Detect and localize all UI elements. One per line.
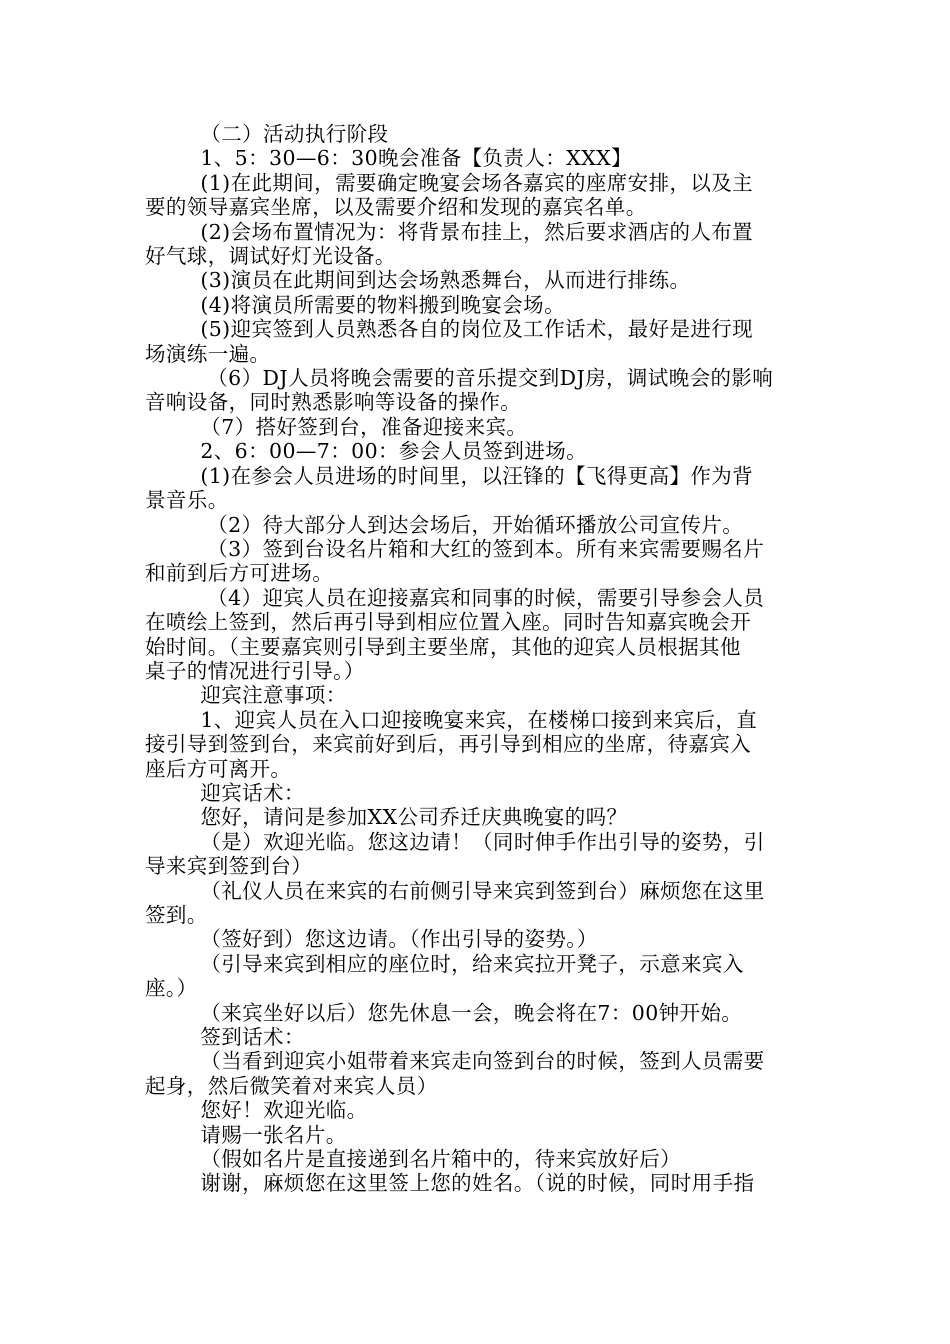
text-line: 音响设备，同时熟悉影响等设备的操作。 bbox=[145, 390, 522, 415]
document-body bbox=[145, 122, 810, 1196]
text-line: 始时间。（主要嘉宾则引导到主要坐席，其他的迎宾人员根据其他 bbox=[145, 634, 741, 659]
text-line: 桌子的情况进行引导。） bbox=[145, 658, 365, 683]
text-line: (1)在参会人员进场的时间里，以汪锋的【飞得更高】作为背 bbox=[145, 463, 754, 488]
text-line: (5)迎宾签到人员熟悉各自的岗位及工作话术，最好是进行现 bbox=[145, 317, 754, 342]
text-line: (2)会场布置情况为：将背景布挂上，然后要求酒店的人布置 bbox=[145, 219, 754, 244]
text-line: 座。） bbox=[145, 976, 198, 1001]
text-line: （当看到迎宾小姐带着来宾走向签到台的时候，签到人员需要 bbox=[145, 1049, 765, 1074]
text-line: (4)将演员所需要的物料搬到晚宴会场。 bbox=[145, 292, 565, 317]
text-line: （6）DJ人员将晚会需要的音乐提交到DJ房，调试晚会的影响 bbox=[145, 366, 774, 391]
text-line: （来宾坐好以后）您先休息一会，晚会将在7：00钟开始。 bbox=[145, 1000, 743, 1025]
text-line: （7）搭好签到台，准备迎接来宾。 bbox=[145, 414, 528, 439]
text-line: 要的领导嘉宾坐席，以及需要介绍和发现的嘉宾名单。 bbox=[145, 195, 647, 220]
text-line: 好气球，调试好灯光设备。 bbox=[145, 244, 396, 269]
text-line: 场演练一遍。 bbox=[145, 341, 271, 366]
text-line: 1、5：30—6：30晚会准备【负责人：XXX】 bbox=[145, 146, 633, 171]
text-line: 在喷绘上签到，然后再引导到相应位置入座。同时告知嘉宾晚会开 bbox=[145, 610, 752, 635]
text-line: （是）欢迎光临。您这边请！（同时伸手作出引导的姿势，引 bbox=[145, 829, 765, 854]
text-line: （引导来宾到相应的座位时，给来宾拉开凳子，示意来宾入 bbox=[145, 951, 744, 976]
text-line: 2、6：00—7：00：参会人员签到进场。 bbox=[145, 439, 588, 464]
text-line: （2）待大部分人到达会场后，开始循环播放公司宣传片。 bbox=[145, 512, 744, 537]
text-line: 迎宾注意事项： bbox=[145, 683, 347, 708]
text-line: （假如名片是直接递到名片箱中的，待来宾放好后） bbox=[145, 1147, 682, 1172]
text-line: 您好！欢迎光临。 bbox=[145, 1098, 368, 1123]
text-line: （二）活动执行阶段 bbox=[145, 122, 389, 146]
text-line: 签到话术： bbox=[145, 1025, 305, 1050]
text-line: 签到。 bbox=[145, 903, 208, 927]
text-line: 和前到后方可进场。 bbox=[145, 561, 334, 586]
text-line: 谢谢，麻烦您在这里签上您的姓名。（说的时候，同时用手指 bbox=[145, 1171, 755, 1196]
text-line: (1)在此期间，需要确定晚宴会场各嘉宾的座席安排，以及主 bbox=[145, 170, 754, 195]
text-line: （签好到）您这边请。（作出引导的姿势。） bbox=[145, 927, 598, 952]
text-line: 您好，请问是参加XX公司乔迁庆典晚宴的吗？ bbox=[145, 805, 628, 830]
text-line: 导来宾到签到台） bbox=[145, 854, 313, 879]
text-line: (3)演员在此期间到达会场熟悉舞台，从而进行排练。 bbox=[145, 268, 691, 293]
text-line: 景音乐。 bbox=[145, 488, 229, 513]
text-line: 接引导到签到台，来宾前好到后，再引导到相应的坐席，待嘉宾入 bbox=[145, 732, 752, 757]
text-line: （礼仪人员在来宾的右前侧引导来宾到签到台）麻烦您在这里 bbox=[145, 878, 765, 903]
text-line: 迎宾话术： bbox=[145, 780, 305, 805]
text-line: 请赐一张名片。 bbox=[145, 1122, 347, 1147]
text-line: （3）签到台设名片箱和大红的签到本。所有来宾需要赐名片 bbox=[145, 536, 765, 561]
text-line: 座后方可离开。 bbox=[145, 756, 292, 781]
text-line: 1、迎宾人员在入口迎接晚宴来宾，在楼梯口接到来宾后，直 bbox=[145, 707, 758, 732]
text-line: （4）迎宾人员在迎接嘉宾和同事的时候，需要引导参会人员 bbox=[145, 585, 765, 610]
text-line: 起身，然后微笑着对来宾人员） bbox=[145, 1073, 438, 1098]
